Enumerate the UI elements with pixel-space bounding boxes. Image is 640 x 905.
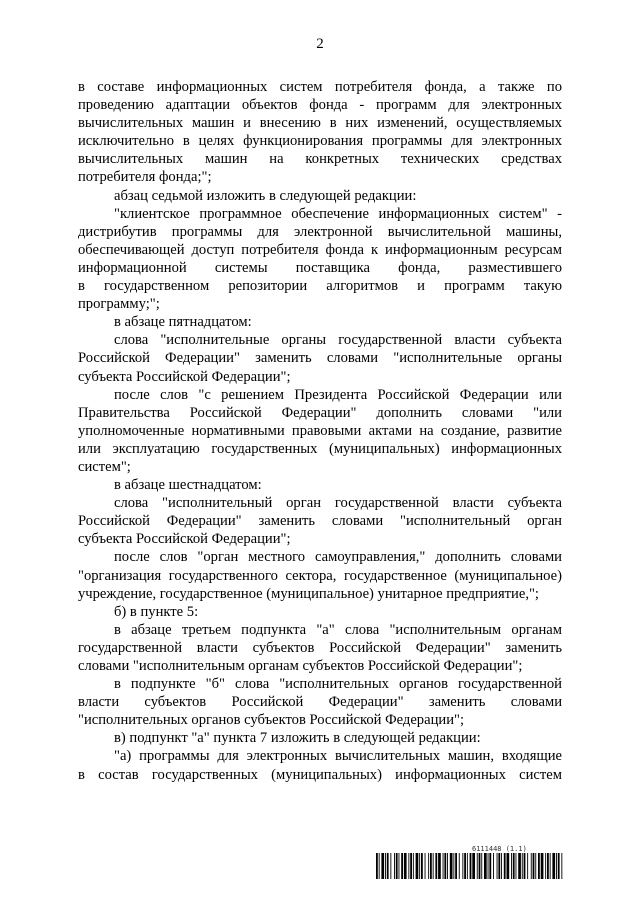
text-line: "организация государственного сектора, государственное (муниципальное) bbox=[78, 567, 562, 584]
text-line: после слов "орган местного самоуправления," дополнить словами bbox=[114, 549, 562, 566]
text-line: в составе информационных систем потребителя фонда, а также по bbox=[78, 79, 562, 95]
text-line: вычислительных машин на конкретных технических средствах bbox=[78, 151, 562, 168]
text-line: слова "исполнительные органы государственной власти субъекта bbox=[114, 332, 562, 349]
text-line: в подпункте "б" слова "исполнительных органов государственной bbox=[114, 676, 562, 693]
text-line: субъекта Российской Федерации"; bbox=[78, 368, 291, 385]
text-line: после слов "с решением Президента Российской Федерации или bbox=[114, 386, 562, 403]
text-line: субъекта Российской Федерации"; bbox=[78, 531, 291, 548]
text-line: в состав государственных (муниципальных) информационных систем bbox=[78, 766, 562, 783]
text-line: проведению адаптации объектов фонда - программ для электронных bbox=[78, 97, 562, 114]
text-line: б) в пункте 5: bbox=[114, 603, 199, 620]
text-line: обеспечивающей доступ потребителя фонда к информационным ресурсам bbox=[78, 241, 562, 258]
text-line: учреждение, государственное (муниципальное) унитарное предприятие,"; bbox=[78, 585, 539, 602]
text-line: в абзаце шестнадцатом: bbox=[114, 477, 262, 494]
text-line: или эксплуатацию государственных (муниципальных) информационных bbox=[78, 440, 562, 457]
text-line: в абзаце третьем подпункта "а" слова "исполнительным органам bbox=[114, 621, 562, 638]
text-line: потребителя фонда;"; bbox=[78, 169, 212, 186]
text-line: государственной власти субъектов Российской Федерации" заменить bbox=[78, 639, 562, 656]
text-line: "а) программы для электронных вычислительных машин, входящие bbox=[114, 748, 562, 765]
body-text bbox=[78, 78, 562, 784]
text-line: уполномоченные нормативными правовыми актами на создание, развитие bbox=[78, 422, 562, 439]
barcode bbox=[376, 853, 564, 879]
text-line: исключительно в целях функционирования программы для электронных bbox=[78, 133, 562, 150]
text-line: Российской Федерации" заменить словами "исполнительный орган bbox=[78, 513, 562, 530]
page-number: 2 bbox=[316, 36, 324, 52]
text-line: "клиентское программное обеспечение информационных систем" - bbox=[114, 205, 562, 222]
text-line: Правительства Российской Федерации" дополнить словами "или bbox=[78, 404, 562, 421]
text-line: Российской Федерации" заменить словами "исполнительные органы bbox=[78, 350, 562, 367]
text-line: информационной системы поставщика фонда, разместившего bbox=[78, 259, 562, 276]
text-line: в) подпункт "а" пункта 7 изложить в следующей редакции: bbox=[114, 730, 481, 747]
text-line: дистрибутив программы для электронной вычислительной машины, bbox=[78, 223, 562, 240]
text-line: систем"; bbox=[78, 458, 131, 475]
text-line: "исполнительных органов субъектов Российской Федерации"; bbox=[78, 712, 465, 729]
text-line: программу;"; bbox=[78, 296, 160, 313]
text-line: в абзаце пятнадцатом: bbox=[114, 314, 252, 331]
text-line: вычислительных машин и внесению в них изменений, осуществляемых bbox=[78, 115, 562, 132]
document-code: 6111448 (1.1) bbox=[472, 845, 527, 853]
text-line: абзац седьмой изложить в следующей редакции: bbox=[114, 187, 417, 204]
text-line: в государственном репозитории алгоритмов и программ такую bbox=[78, 278, 562, 295]
text-line: власти субъектов Российской Федерации" заменить словами bbox=[78, 694, 562, 711]
text-line: слова "исполнительный орган государственной власти субъекта bbox=[114, 495, 562, 512]
text-line: словами "исполнительным органам субъектов Российской Федерации"; bbox=[78, 658, 523, 674]
